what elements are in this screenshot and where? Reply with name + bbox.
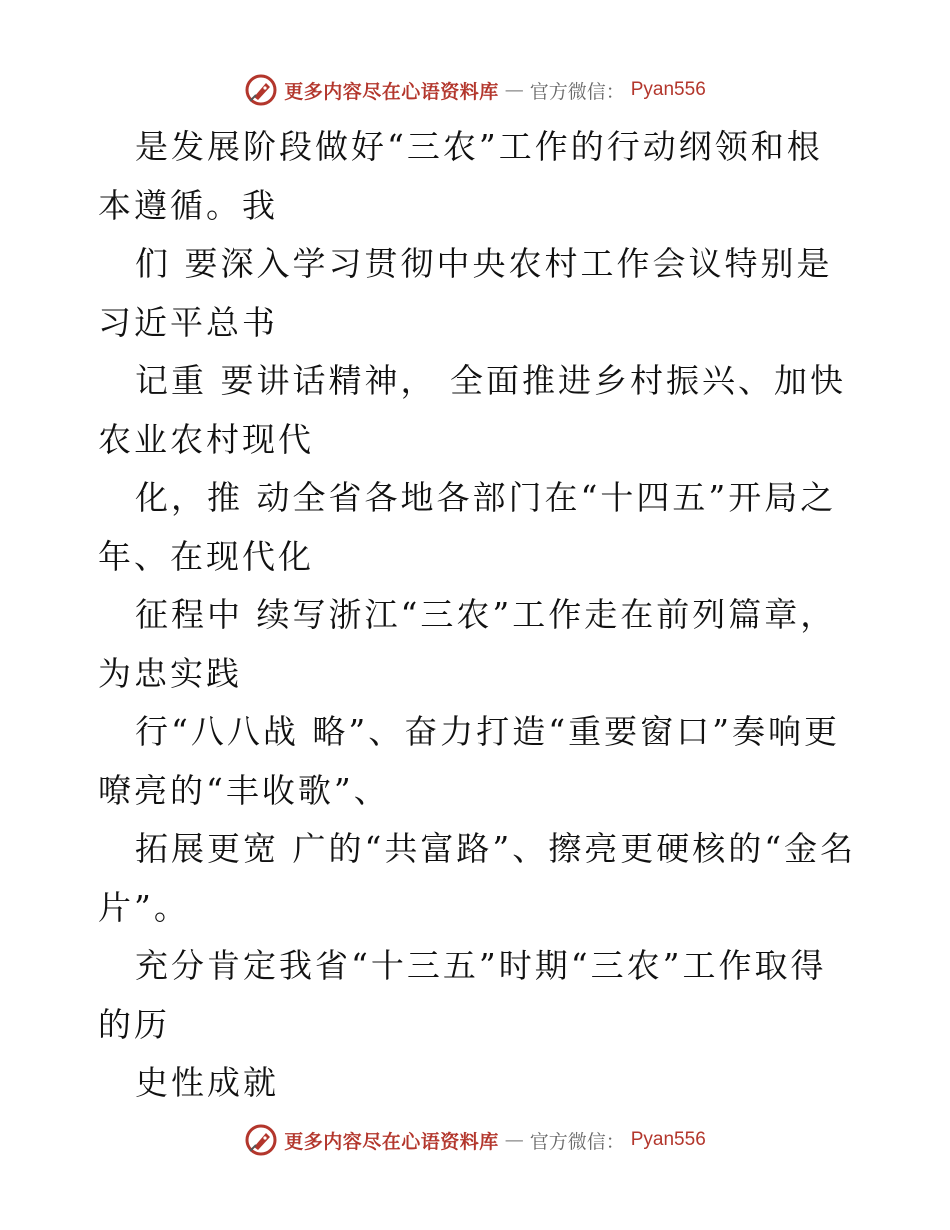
header-separator: — <box>504 79 524 101</box>
paragraph: 充分肯定我省“十三五”时期“三农”工作取得的历 <box>98 946 827 1044</box>
paragraph: 征程中 续写浙江“三农”工作走在前列篇章，为忠实践 <box>98 595 837 693</box>
paragraph: 行“八八战 略”、奋力打造“重要窗口”奏响更嘹亮的“丰收歌”、 <box>98 712 840 810</box>
paragraph: 是发展阶段做好“三农”工作的行动纲领和根本遵循。我 <box>98 127 823 225</box>
footer-wechat-handle: Pyan556 <box>630 1129 706 1150</box>
footer-promo-text: 更多内容尽在心语资料库 <box>284 1130 499 1153</box>
pen-nib-circle-logo-icon <box>244 1123 278 1157</box>
footer-wechat-label: 官方微信： <box>529 1130 625 1153</box>
footer-banner <box>0 1118 950 1162</box>
header-wechat-label: 官方微信： <box>529 80 625 103</box>
header-promo-text: 更多内容尽在心语资料库 <box>284 80 499 103</box>
document-body <box>98 118 858 1113</box>
paragraph: 们 要深入学习贯彻中央农村工作会议特别是习近平总书 <box>98 244 833 342</box>
header-wechat-handle: Pyan556 <box>630 79 706 100</box>
paragraph: 拓展更宽 广的“共富路”、擦亮更硬核的“金名片”。 <box>98 829 857 927</box>
pen-nib-circle-logo-icon <box>244 73 278 107</box>
header-banner <box>0 68 950 112</box>
paragraph: 化，推 动全省各地各部门在“十四五”开局之年、在现代化 <box>98 478 837 576</box>
paragraph: 记重 要讲话精神， 全面推进乡村振兴、加快农业农村现代 <box>98 361 846 459</box>
paragraph: 史性成就 <box>135 1063 279 1102</box>
footer-separator: — <box>504 1129 524 1151</box>
